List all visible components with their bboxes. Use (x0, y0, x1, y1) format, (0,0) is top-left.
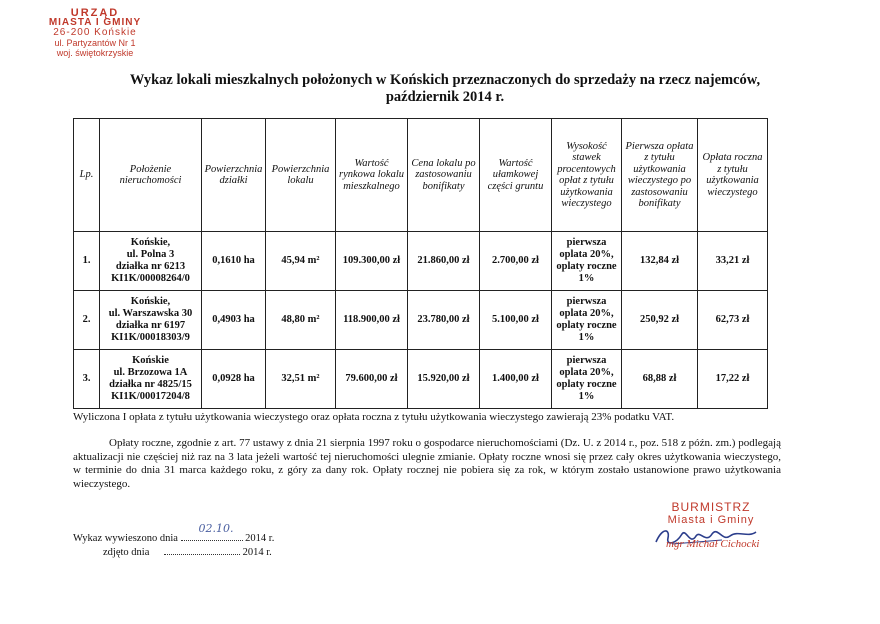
office-stamp (30, 8, 160, 58)
removed-year: 2014 r. (242, 547, 272, 558)
header-plot-area: Powierzchnia działki (202, 119, 266, 232)
cell-land-share-value: 2.700,00 zł (480, 232, 552, 291)
mayor-signature-stamp (636, 500, 786, 550)
cell-market-value: 109.300,00 zł (336, 232, 408, 291)
stamp-line-4: ul. Partyzantów Nr 1 (54, 38, 136, 48)
cell-unit-area: 48,80 m² (266, 291, 336, 350)
posted-label: Wykaz wywieszono dnia (73, 533, 178, 544)
header-market-value: Wartość rynkowa lokalu mieszkalnego (336, 119, 408, 232)
cell-price-after-discount: 23.780,00 zł (408, 291, 480, 350)
stamp-line-2: MIASTA I GMINY (48, 17, 142, 28)
cell-market-value: 79.600,00 zł (336, 350, 408, 409)
header-first-fee: Pierwsza opłata z tytułu użytkowania wieczystego po zastosowaniu bonifikaty (622, 119, 698, 232)
posted-date-line (73, 522, 275, 545)
cell-rates: pierwsza oplata 20%, oplaty roczne 1% (552, 350, 622, 409)
cell-annual-fee: 17,22 zł (698, 350, 768, 409)
cell-location: Końskie, ul. Polna 3 działka nr 6213 KI1K/00008264/0 (100, 232, 202, 291)
signature-name: mgr Michał Cichocki (666, 538, 760, 550)
title-line-2: październik 2014 r. (385, 89, 505, 105)
header-land-share-value: Wartość ułamkowej części gruntu (480, 119, 552, 232)
cell-land-share-value: 5.100,00 zł (480, 291, 552, 350)
cell-plot-area: 0,1610 ha (202, 232, 266, 291)
stamp-line-1: URZĄD (70, 7, 120, 19)
cell-first-fee: 250,92 zł (622, 291, 698, 350)
cell-land-share-value: 1.400,00 zł (480, 350, 552, 409)
header-price-after-discount: Cena lokalu po zastosowaniu bonifikaty (408, 119, 480, 232)
removed-date-line (103, 544, 272, 559)
stamp-line-3: 26-200 Końskie (53, 27, 137, 38)
signature-subtitle: Miasta i Gminy (667, 514, 755, 526)
header-rates: Wysokość stawek procentowych opłat z tytułu użytkowania wieczystego (552, 119, 622, 232)
cell-plot-area: 0,4903 ha (202, 291, 266, 350)
table-row (74, 232, 768, 291)
cell-rates: pierwsza oplata 20%, oplaty roczne 1% (552, 291, 622, 350)
cell-first-fee: 68,88 zł (622, 350, 698, 409)
cell-location: Końskie ul. Brzozowa 1A działka nr 4825/15 KI1K/00017204/8 (100, 350, 202, 409)
cell-price-after-discount: 15.920,00 zł (408, 350, 480, 409)
table-header-row (74, 119, 768, 232)
removed-label: zdjęto dnia (103, 547, 150, 558)
removed-date-field (164, 544, 240, 555)
table-row (74, 350, 768, 409)
vat-note: Wyliczona I opłata z tytułu użytkowania wieczystego oraz opłata roczna z tytułu użytkowania wieczystego zawierają 23% podatku VAT. (73, 411, 675, 423)
header-lp: Lp. (74, 119, 100, 232)
title-line-1: Wykaz lokali mieszkalnych położonych w Końskich przeznaczonych do sprzedaży na rzecz najemców, (129, 72, 761, 88)
cell-lp: 3. (74, 350, 100, 409)
cell-unit-area: 45,94 m² (266, 232, 336, 291)
posted-date-handwritten: 02.10. (198, 522, 234, 535)
cell-annual-fee: 33,21 zł (698, 232, 768, 291)
header-annual-fee: Opłata roczna z tytułu użytkowania wieczystego (698, 119, 768, 232)
document-title (80, 72, 810, 106)
cell-first-fee: 132,84 zł (622, 232, 698, 291)
cell-lp: 1. (74, 232, 100, 291)
cell-market-value: 118.900,00 zł (336, 291, 408, 350)
cell-lp: 2. (74, 291, 100, 350)
table-row (74, 291, 768, 350)
posted-date-field (181, 522, 243, 541)
posted-year: 2014 r. (245, 533, 275, 544)
cell-plot-area: 0,0928 ha (202, 350, 266, 409)
units-table (73, 118, 768, 409)
fees-paragraph: Opłaty roczne, zgodnie z art. 77 ustawy z dnia 21 sierpnia 1997 roku o gospodarce nieruchomościami (Dz. U. z 2014 r., poz. 518 z późn. zm.) podlegają aktualizacji nie częściej niż raz na 3 lata jeżeli wartość tej nieruchomości ulegnie zmianie. Opłaty roczne wnosi się przez cały okres użytkowania wieczystego, w terminie do dnia 31 marca każdego roku, z góry za dany rok. Opłaty rocznej nie pobiera się za rok, w którym zostało ustanowione prawo użytkowania wieczystego. (73, 437, 781, 490)
header-unit-area: Powierzchnia lokalu (266, 119, 336, 232)
cell-rates: pierwsza oplata 20%, oplaty roczne 1% (552, 232, 622, 291)
cell-unit-area: 32,51 m² (266, 350, 336, 409)
signature-title: BURMISTRZ (671, 500, 751, 514)
cell-annual-fee: 62,73 zł (698, 291, 768, 350)
cell-price-after-discount: 21.860,00 zł (408, 232, 480, 291)
cell-location: Końskie, ul. Warszawska 30 działka nr 6197 KI1K/00018303/9 (100, 291, 202, 350)
stamp-line-5: woj. świętokrzyskie (56, 48, 134, 58)
header-location: Położenie nieruchomości (100, 119, 202, 232)
